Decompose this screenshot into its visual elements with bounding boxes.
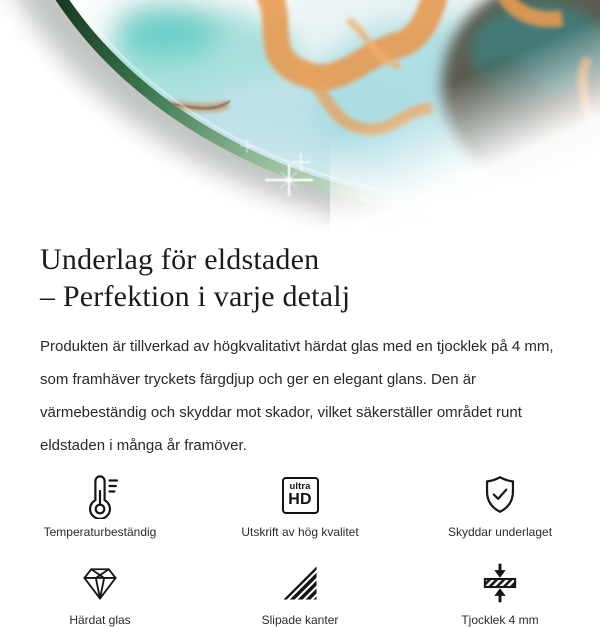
- product-hero-image: [0, 0, 600, 236]
- shield-check-icon: [476, 471, 524, 519]
- ultra-hd-badge-bottom: HD: [288, 491, 312, 508]
- feature-temperature: [0, 471, 200, 539]
- feature-label: Skyddar underlaget: [447, 525, 553, 539]
- feature-thickness: [400, 559, 600, 627]
- page-title-line1: Underlag för eldstaden: [40, 243, 320, 276]
- feature-print-quality: [200, 471, 400, 539]
- feature-tempered-glass: [0, 559, 200, 627]
- feature-grid: [0, 471, 600, 627]
- glass-pad-illustration: [0, 0, 600, 236]
- feature-label: Slipade kanter: [261, 613, 339, 627]
- feature-label: Temperaturbeständig: [43, 525, 157, 539]
- feature-protects-surface: [400, 471, 600, 539]
- product-description: Produkten är tillverkad av högkvalitativt härdat glas med en tjocklek på 4 mm, som framhäver tryckets färgdjup och ger en elegant glans. Den är värmebeständig och skyddar mot skador, vilket säkerställer området runt eldstaden i många år framöver.: [40, 338, 554, 454]
- thermometer-icon: [76, 471, 124, 519]
- product-copy: [0, 241, 600, 462]
- feature-label: Härdat glas: [69, 613, 131, 627]
- feature-label: Utskrift av hög kvalitet: [241, 525, 359, 539]
- page-title: [40, 241, 560, 315]
- ultra-hd-badge-top: ultra: [289, 481, 311, 492]
- ultra-hd-icon: [276, 471, 324, 519]
- page-title-line2: – Perfektion i varje detalj: [40, 280, 351, 313]
- feature-label: Tjocklek 4 mm: [461, 613, 539, 627]
- feature-polished-edges: [200, 559, 400, 627]
